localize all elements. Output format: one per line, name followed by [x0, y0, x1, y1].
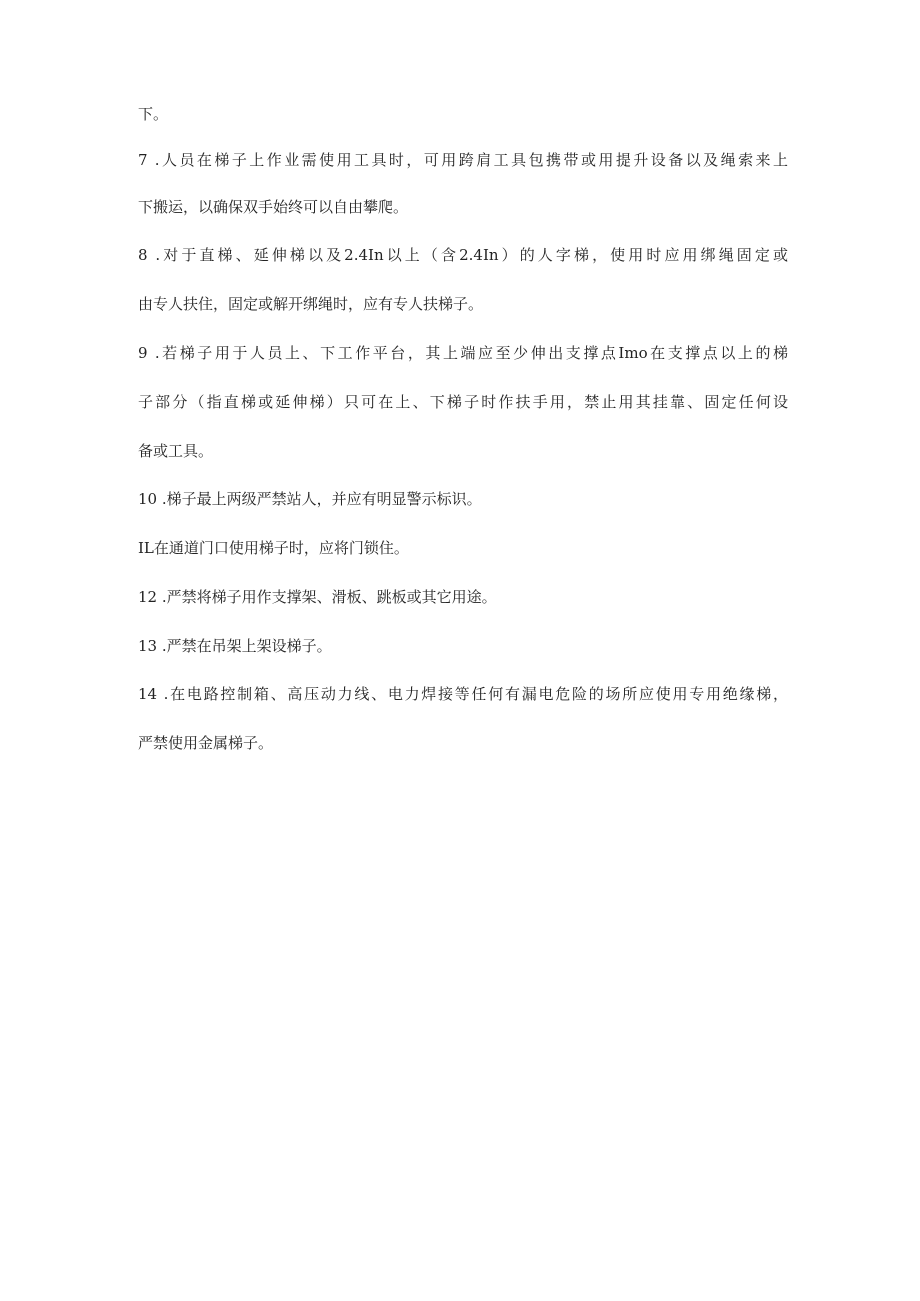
- text-line: 7 .人员在梯子上作业需使用工具时，可用跨肩工具包携带或用提升设备以及绳索来上: [138, 151, 788, 169]
- text-line: 子部分（指直梯或延伸梯）只可在上、下梯子时作扶手用，禁止用其挂靠、固定任何设: [138, 393, 788, 411]
- text-line: 10 .梯子最上两级严禁站人，并应有明显警示标识。: [138, 490, 482, 508]
- text-line: 由专人扶住，固定或解开绑绳时，应有专人扶梯子。: [138, 295, 484, 313]
- text-line: IL在通道门口使用梯子时，应将门锁住。: [138, 539, 409, 557]
- text-line: 严禁使用金属梯子。: [138, 734, 274, 752]
- text-line: 备或工具。: [138, 442, 214, 460]
- text-line: 8 .对于直梯、延伸梯以及2.4In以上（含2.4In）的人字梯，使用时应用绑绳固定或: [138, 246, 788, 264]
- text-line: 12 .严禁将梯子用作支撑架、滑板、跳板或其它用途。: [138, 588, 497, 606]
- text-line: 9 .若梯子用于人员上、下工作平台，其上端应至少伸出支撑点Imo在支撑点以上的梯: [138, 344, 788, 362]
- text-line: 下搬运，以确保双手始终可以自由攀爬。: [138, 198, 409, 216]
- text-line: 14 .在电路控制箱、高压动力线、电力焊接等任何有漏电危险的场所应使用专用绝缘梯，: [138, 685, 788, 703]
- text-line: 下。: [138, 105, 169, 123]
- text-line: 13 .严禁在吊架上架设梯子。: [138, 637, 332, 655]
